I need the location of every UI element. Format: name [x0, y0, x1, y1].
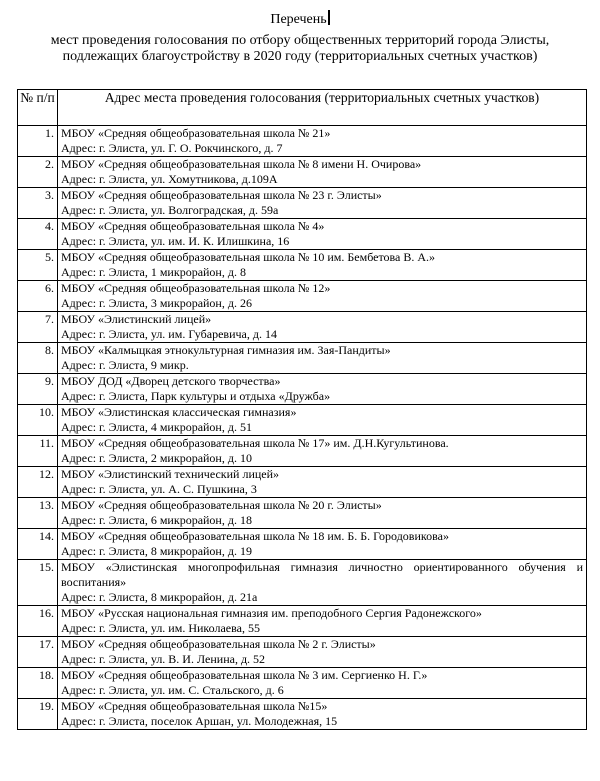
table-row: [18, 405, 587, 436]
row-location: [58, 498, 587, 529]
row-number: 19.: [18, 699, 58, 730]
table-row: [18, 343, 587, 374]
polling-places-table: [17, 89, 587, 730]
row-location: [58, 126, 587, 157]
row-number: 15.: [18, 560, 58, 606]
row-number: 1.: [18, 126, 58, 157]
row-location: [58, 281, 587, 312]
row-location: [58, 374, 587, 405]
row-location: [58, 529, 587, 560]
row-number: 10.: [18, 405, 58, 436]
header-address: Адрес места проведения голосования (территориальных счетных участков): [58, 90, 587, 126]
school-address: Адрес: г. Элиста, Парк культуры и отдыха «Дружба»: [61, 389, 331, 403]
row-location: [58, 250, 587, 281]
row-number: 4.: [18, 219, 58, 250]
table-row: [18, 529, 587, 560]
school-name: МБОУ «Средняя общеобразовательная школа № 3 им. Сергиенко Н. Г.»: [61, 668, 428, 682]
school-name: МБОУ «Средняя общеобразовательная школа № 4»: [61, 219, 325, 233]
table-header-row: [18, 90, 587, 126]
school-address: Адрес: г. Элиста, ул. им. С. Стальского, д. 6: [61, 683, 284, 697]
row-location: [58, 699, 587, 730]
school-address: Адрес: г. Элиста, 4 микрорайон, д. 51: [61, 420, 252, 434]
school-address: Адрес: г. Элиста, 8 микрорайон, д. 21а: [61, 590, 258, 604]
document-subtitle: мест проведения голосования по отбору общественных территорий города Элисты, подлежащих благоустройству в 2020 году (территориальных счетных участков): [50, 33, 550, 64]
school-address: Адрес: г. Элиста, 1 микрорайон, д. 8: [61, 265, 246, 279]
table-row: [18, 188, 587, 219]
school-name: МБОУ «Средняя общеобразовательная школа № 2 г. Элисты»: [61, 637, 376, 651]
table-row: [18, 498, 587, 529]
school-address: Адрес: г. Элиста, ул. Хомутникова, д.109А: [61, 172, 278, 186]
row-location: [58, 219, 587, 250]
table-row: [18, 157, 587, 188]
row-number: 18.: [18, 668, 58, 699]
row-location: [58, 188, 587, 219]
table-row: [18, 281, 587, 312]
row-number: 6.: [18, 281, 58, 312]
school-name: МБОУ ДОД «Дворец детского творчества»: [61, 374, 281, 388]
row-location: [58, 405, 587, 436]
document-title-text: Перечень: [270, 12, 327, 27]
table-row: [18, 436, 587, 467]
row-number: 11.: [18, 436, 58, 467]
table-row: [18, 606, 587, 637]
row-number: 16.: [18, 606, 58, 637]
school-address: Адрес: г. Элиста, ул. Г. О. Рокчинского, д. 7: [61, 141, 283, 155]
row-number: 2.: [18, 157, 58, 188]
table-row: [18, 699, 587, 730]
row-location: [58, 668, 587, 699]
school-name: МБОУ «Русская национальная гимназия им. преподобного Сергия Радонежского»: [61, 606, 482, 620]
row-location: [58, 343, 587, 374]
table-row: [18, 467, 587, 498]
school-address: Адрес: г. Элиста, 2 микрорайон, д. 10: [61, 451, 252, 465]
row-number: 17.: [18, 637, 58, 668]
table-row: [18, 219, 587, 250]
school-name: МБОУ «Элистинская многопрофильная гимназия личностно ориентированного обучения и воспитания»: [61, 560, 583, 589]
row-location: [58, 436, 587, 467]
row-number: 13.: [18, 498, 58, 529]
row-location: [58, 467, 587, 498]
table-row: [18, 668, 587, 699]
table-row: [18, 312, 587, 343]
row-number: 14.: [18, 529, 58, 560]
table-row: [18, 126, 587, 157]
table-row: [18, 637, 587, 668]
text-cursor: [328, 10, 330, 25]
table-row: [18, 250, 587, 281]
school-name: МБОУ «Средняя общеобразовательная школа № 8 имени Н. Очирова»: [61, 157, 422, 171]
school-name: МБОУ «Средняя общеобразовательная школа №15»: [61, 699, 328, 713]
row-number: 7.: [18, 312, 58, 343]
school-name: МБОУ «Средняя общеобразовательная школа № 23 г. Элисты»: [61, 188, 382, 202]
school-name: МБОУ «Средняя общеобразовательная школа № 10 им. Бембетова В. А.»: [61, 250, 436, 264]
school-address: Адрес: г. Элиста, ул. Волгоградская, д. 59а: [61, 203, 279, 217]
header-number: № п/п: [18, 90, 58, 126]
table-row: [18, 560, 587, 606]
row-number: 3.: [18, 188, 58, 219]
school-address: Адрес: г. Элиста, ул. А. С. Пушкина, 3: [61, 482, 257, 496]
row-location: [58, 312, 587, 343]
row-location: [58, 560, 587, 606]
school-name: МБОУ «Элистинская классическая гимназия»: [61, 405, 297, 419]
school-address: Адрес: г. Элиста, 6 микрорайон, д. 18: [61, 513, 252, 527]
row-number: 9.: [18, 374, 58, 405]
school-name: МБОУ «Элистинский лицей»: [61, 312, 212, 326]
school-address: Адрес: г. Элиста, ул. им. Николаева, 55: [61, 621, 260, 635]
row-location: [58, 637, 587, 668]
row-number: 5.: [18, 250, 58, 281]
school-name: МБОУ «Средняя общеобразовательная школа № 18 им. Б. Б. Городовикова»: [61, 529, 449, 543]
row-number: 8.: [18, 343, 58, 374]
row-location: [58, 606, 587, 637]
school-name: МБОУ «Средняя общеобразовательная школа № 12»: [61, 281, 331, 295]
school-address: Адрес: г. Элиста, ул. им. Губаревича, д. 14: [61, 327, 277, 341]
school-name: МБОУ «Элистинский технический лицей»: [61, 467, 280, 481]
school-address: Адрес: г. Элиста, 8 микрорайон, д. 19: [61, 544, 252, 558]
school-address: Адрес: г. Элиста, 9 микр.: [61, 358, 189, 372]
school-address: Адрес: г. Элиста, ул. им. И. К. Илишкина, 16: [61, 234, 290, 248]
document-title: [0, 10, 600, 28]
school-name: МБОУ «Средняя общеобразовательная школа № 21»: [61, 126, 331, 140]
table-body: [18, 126, 587, 730]
school-address: Адрес: г. Элиста, ул. В. И. Ленина, д. 52: [61, 652, 266, 666]
school-address: Адрес: г. Элиста, 3 микрорайон, д. 26: [61, 296, 252, 310]
school-name: МБОУ «Средняя общеобразовательная школа № 20 г. Элисты»: [61, 498, 382, 512]
school-name: МБОУ «Калмыцкая этнокультурная гимназия им. Зая-Пандиты»: [61, 343, 391, 357]
school-address: Адрес: г. Элиста, поселок Аршан, ул. Молодежная, 15: [61, 714, 338, 728]
school-name: МБОУ «Средняя общеобразовательная школа № 17» им. Д.Н.Кугультинова.: [61, 436, 449, 450]
row-number: 12.: [18, 467, 58, 498]
row-location: [58, 157, 587, 188]
table-row: [18, 374, 587, 405]
